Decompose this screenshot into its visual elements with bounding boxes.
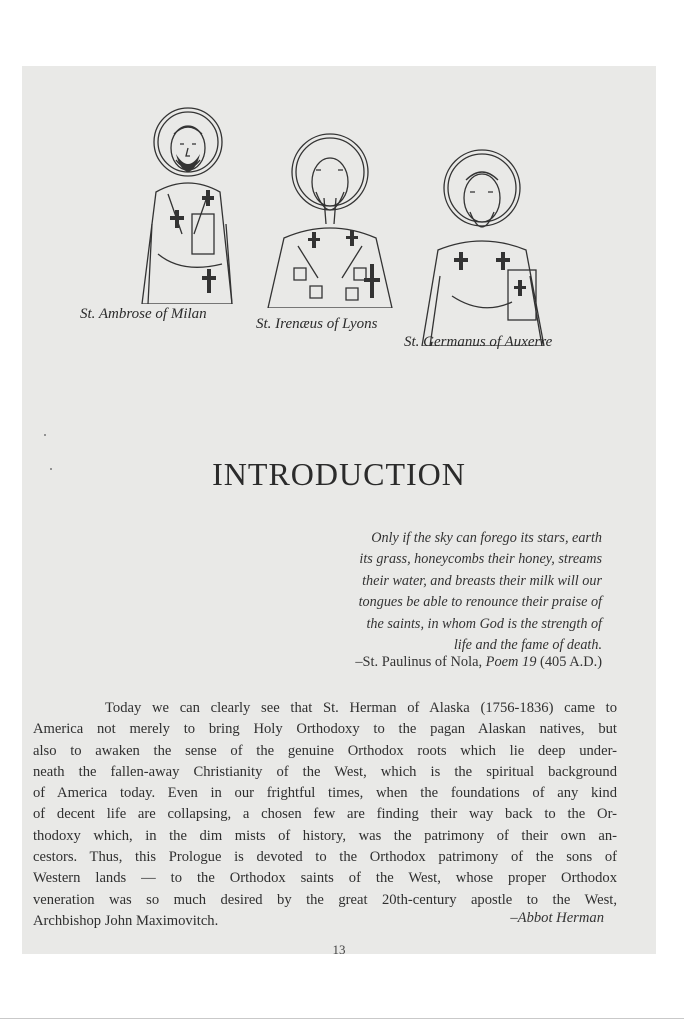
attribution-date: (405 A.D.) bbox=[536, 654, 602, 670]
body-line: Western lands — to the Orthodox saints of the West, whose proper Orthodox bbox=[33, 870, 617, 887]
signature: –Abbot Herman bbox=[510, 910, 604, 926]
epigraph-line: their water, and breasts their milk will our bbox=[362, 572, 602, 589]
bottom-divider bbox=[0, 1018, 684, 1019]
page-number: 13 bbox=[332, 942, 346, 957]
body-line: Today we can clearly see that St. Herman of Alaska (1756-1836) came to bbox=[105, 700, 617, 716]
body-line: cestors. Thus, this Prologue is devoted to the Orthodox patrimony of the sons of bbox=[33, 849, 617, 866]
caption-germanus: St. Germanus of Auxerre bbox=[404, 334, 553, 350]
saint-irenaeus-icon bbox=[254, 128, 404, 308]
body-line: also to awaken the sense of the genuine Orthodox roots which lie deep under- bbox=[33, 742, 617, 759]
saint-ambrose-drawing bbox=[122, 104, 252, 304]
saint-germanus-drawing bbox=[412, 146, 562, 346]
caption-irenaeus: St. Irenæus of Lyons bbox=[256, 316, 378, 332]
page-title: INTRODUCTION bbox=[212, 456, 466, 492]
body-paragraph bbox=[33, 698, 617, 932]
body-line: thodoxy which, in the dim mists of history, was the patrimony of their own an- bbox=[33, 827, 617, 844]
body-line: of decent life are collapsing, a chosen few are finding their way back to the Or- bbox=[33, 806, 617, 823]
body-line: Archbishop John Maximovitch. bbox=[33, 912, 219, 929]
epigraph-line: life and the fame of death. bbox=[453, 637, 602, 654]
epigraph-line: the saints, in whom God is the strength of bbox=[366, 615, 602, 632]
epigraph-line: Only if the sky can forego its stars, earth bbox=[371, 530, 602, 546]
body-line: of America today. Even in our frightful times, when the foundations of any kind bbox=[33, 785, 617, 802]
saint-germanus-icon bbox=[412, 146, 562, 346]
epigraph-line: its grass, honeycombs their honey, streams bbox=[359, 551, 602, 568]
epigraph-attribution bbox=[312, 654, 602, 671]
epigraph-line: tongues be able to renounce their praise of bbox=[358, 594, 602, 611]
body-line: neath the fallen-away Christianity of the West, which is the spiritual background bbox=[33, 763, 617, 780]
book-page bbox=[22, 66, 656, 957]
attribution-author: –St. Paulinus of Nola, bbox=[355, 654, 486, 670]
saint-ambrose-icon bbox=[122, 104, 252, 304]
body-line: veneration was so much desired by the great 20th-century apostle to the West, bbox=[33, 891, 617, 908]
body-line: America not merely to bring Holy Orthodoxy to the pagan Alaskan natives, but bbox=[33, 721, 617, 738]
epigraph bbox=[302, 528, 602, 656]
saint-irenaeus-drawing bbox=[254, 128, 404, 308]
scan-speck bbox=[44, 434, 46, 436]
caption-ambrose: St. Ambrose of Milan bbox=[80, 306, 207, 322]
attribution-work: Poem 19 bbox=[485, 654, 537, 670]
